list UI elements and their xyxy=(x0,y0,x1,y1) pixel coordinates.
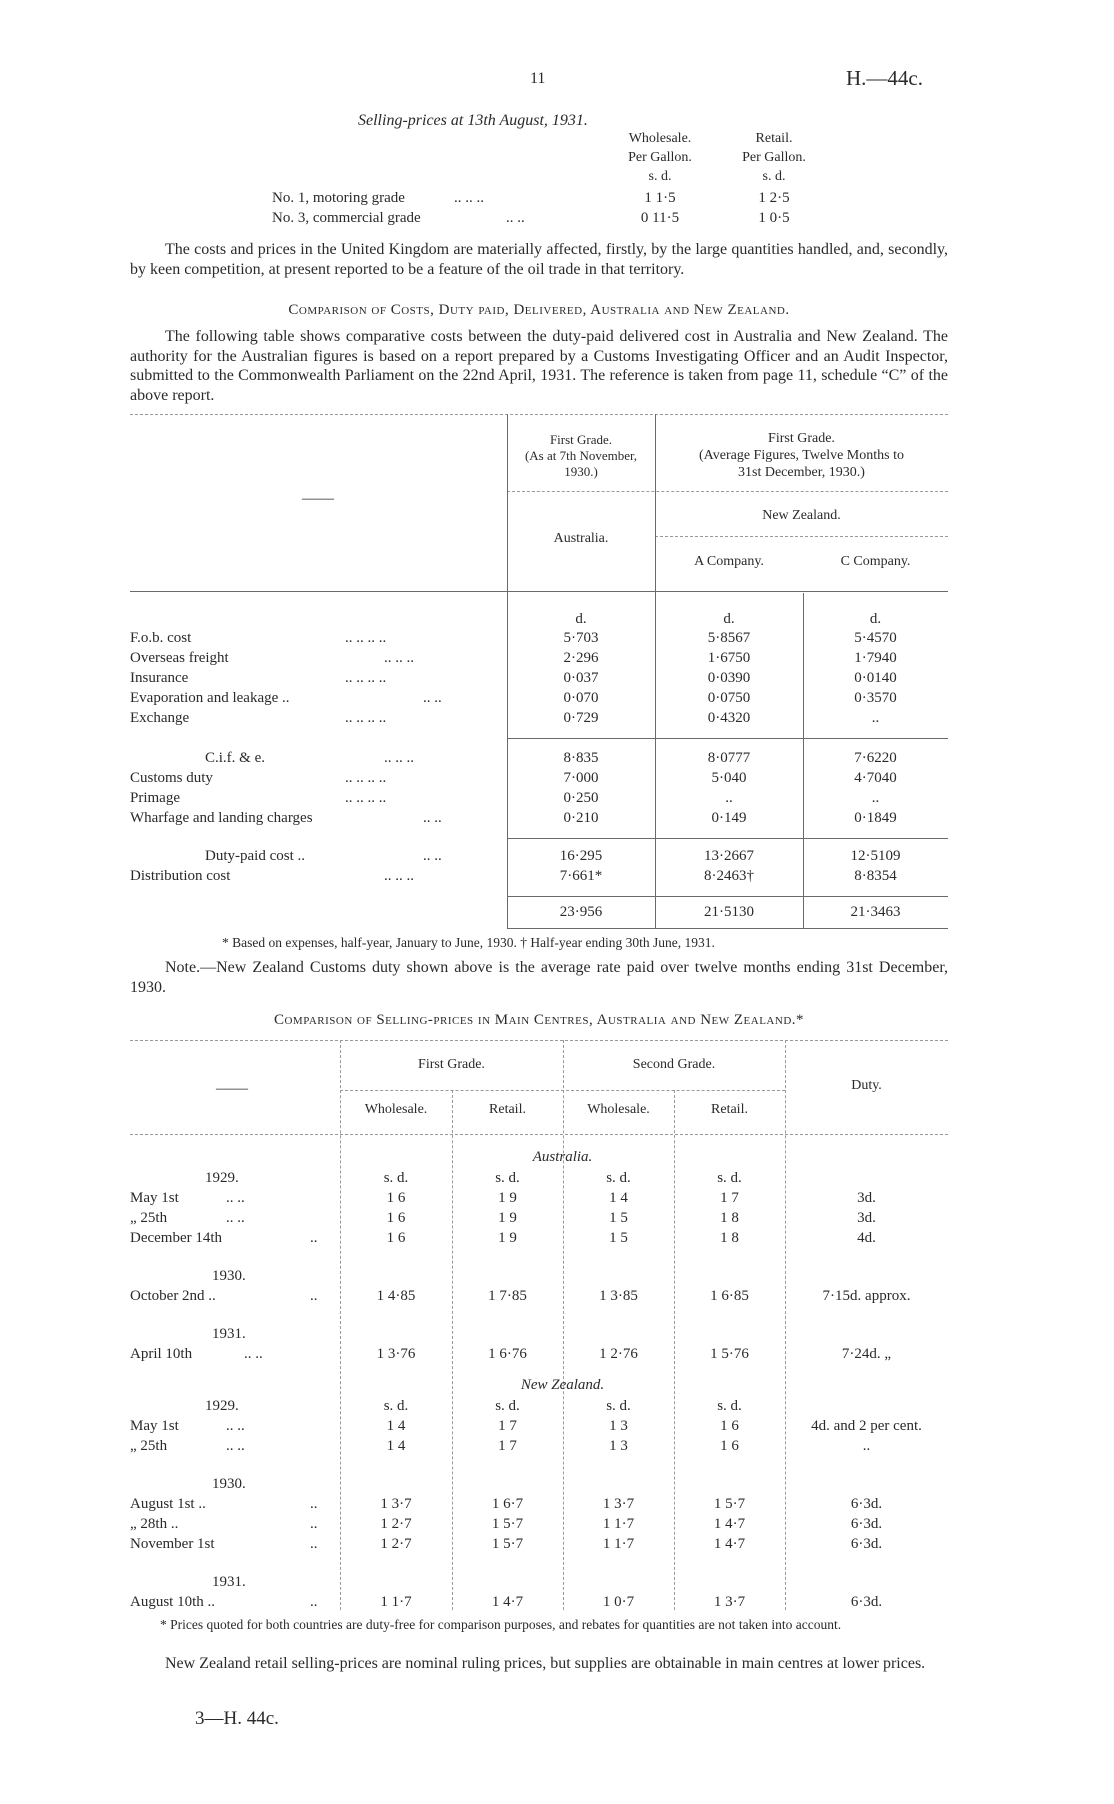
costs-intro-paragraph: The following table shows comparative costs between the duty-paid delivered cost in Australia and New Zealand. The authority for the Australian figures is based on a report prepared by a Customs Investigating Officer and an Audit Inspector, submitted to the Commonwealth Parliament on the 22nd April, 1931. The reference is taken from page 11, schedule “C” of the above report. xyxy=(130,328,948,404)
c-company-value: 12·5109 xyxy=(850,848,901,864)
uk-costs-paragraph: The costs and prices in the United Kingdom are materially affected, firstly, by the large quantities handled, and, secondly, by keen competition, at present reported to be a feature of the oil trade in that territory. xyxy=(130,241,948,278)
first-retail: 1 7·85 xyxy=(488,1288,527,1304)
a-company-total: 21·5130 xyxy=(704,904,754,920)
first-retail: 1 4·7 xyxy=(491,1594,524,1610)
a-company-value: 13·2667 xyxy=(704,848,754,864)
grade-label: No. 1, motoring grade xyxy=(272,190,405,206)
header-australia-grade: First Grade. xyxy=(549,432,613,447)
second-wholesale: 1 3 xyxy=(609,1438,628,1454)
row-label: Evaporation and leakage .. xyxy=(130,690,290,706)
sd-label: s. d. xyxy=(383,1398,409,1414)
leader-dots: .. .. xyxy=(506,210,525,226)
date-label: May 1st xyxy=(130,1190,179,1206)
leader-dots: .. .. .. .. xyxy=(345,630,387,646)
leader-dots: .. .. xyxy=(226,1438,245,1454)
rule xyxy=(507,896,948,897)
leader-dots: .. xyxy=(310,1288,318,1304)
first-retail: 1 9 xyxy=(498,1190,517,1206)
sd-label: s. d. xyxy=(648,169,672,184)
date-label: May 1st xyxy=(130,1418,179,1434)
australia-value: 5·703 xyxy=(563,630,599,646)
leader-dots: .. .. xyxy=(226,1190,245,1206)
header-new-zealand: New Zealand. xyxy=(762,508,841,523)
closing-paragraph: New Zealand retail selling-prices are nominal ruling prices, but supplies are obtainable in main centres at lower prices. xyxy=(165,1655,926,1672)
row-label: Duty-paid cost .. xyxy=(205,848,305,864)
document-reference: H.—44c. xyxy=(846,66,923,90)
a-company-value: 8·0777 xyxy=(707,750,751,766)
duty-value: 4d. and 2 per cent. xyxy=(811,1418,922,1434)
first-retail: 1 5·7 xyxy=(491,1516,524,1532)
first-retail: 1 6·7 xyxy=(491,1496,524,1512)
a-company-value: 5·040 xyxy=(711,770,747,786)
first-wholesale: 1 6 xyxy=(386,1190,406,1206)
second-wholesale: 1 3·85 xyxy=(599,1288,638,1304)
date-label: December 14th xyxy=(130,1230,223,1246)
wholesale-price: 0 11·5 xyxy=(640,210,680,226)
duty-value: 7·15d. approx. xyxy=(822,1288,911,1304)
sd-label: s. d. xyxy=(495,1170,520,1186)
australia-value: 0·070 xyxy=(563,690,599,706)
costs-note: Note.—New Zealand Customs duty shown above is the average rate paid over twelve months ending 31st December, 1930. xyxy=(130,959,948,996)
page-number: 11 xyxy=(530,70,546,87)
leader-dots: .. xyxy=(310,1230,318,1246)
per-gallon-label: Per Gallon. xyxy=(628,150,692,165)
year-label: 1931. xyxy=(212,1326,246,1342)
leader-dots: .. xyxy=(310,1496,318,1512)
first-wholesale: 1 1·7 xyxy=(380,1594,412,1610)
rule xyxy=(507,491,948,492)
c-company-value: .. xyxy=(871,710,880,726)
header-a-company: A Company. xyxy=(694,554,764,569)
first-wholesale: 1 2·7 xyxy=(380,1536,412,1552)
header-duty: Duty. xyxy=(851,1078,882,1093)
per-gallon-label: Per Gallon. xyxy=(742,150,806,165)
second-retail: 1 3·7 xyxy=(713,1594,746,1610)
row-label: Distribution cost xyxy=(130,868,231,884)
first-retail: 1 9 xyxy=(498,1210,517,1226)
first-wholesale: 1 2·7 xyxy=(380,1516,412,1532)
first-retail: 1 7 xyxy=(498,1438,517,1454)
leader-dots: .. .. xyxy=(226,1418,245,1434)
retail-price: 1 2·5 xyxy=(758,190,790,206)
a-company-value: 0·149 xyxy=(711,810,747,826)
duty-value: 3d. xyxy=(857,1210,876,1226)
leader-dots: .. .. xyxy=(423,690,442,706)
a-company-value: 5·8567 xyxy=(707,630,751,646)
header-c-company: C Company. xyxy=(840,554,911,569)
second-retail: 1 6 xyxy=(720,1438,739,1454)
table-top-rule xyxy=(130,1040,948,1041)
header-nz-grade: First Grade. xyxy=(768,431,835,446)
c-company-total: 21·3463 xyxy=(850,904,901,920)
leader-dots: .. .. xyxy=(244,1346,263,1362)
second-wholesale: 1 3 xyxy=(609,1418,628,1434)
leader-dots: .. .. .. xyxy=(384,650,414,666)
second-retail: 1 6·85 xyxy=(710,1288,749,1304)
date-label: August 10th .. xyxy=(130,1594,216,1610)
first-retail: 1 7 xyxy=(498,1418,517,1434)
first-wholesale: 1 4·85 xyxy=(376,1288,416,1304)
rule xyxy=(655,536,948,537)
stub-dash: —— xyxy=(302,490,334,507)
unit-label: d. xyxy=(869,611,882,627)
rule xyxy=(130,1134,948,1135)
wholesale-price: 1 1·5 xyxy=(644,190,676,206)
footer-signature: 3—H. 44c. xyxy=(195,1708,279,1729)
c-company-value: 8·8354 xyxy=(854,868,897,884)
second-retail: 1 8 xyxy=(720,1210,739,1226)
header-retail: Retail. xyxy=(711,1102,748,1117)
stub-dash: —— xyxy=(216,1080,248,1097)
year-label: 1929. xyxy=(205,1398,239,1414)
c-company-value: 1·7940 xyxy=(854,650,897,666)
section-australia: Australia. xyxy=(532,1149,593,1165)
leader-dots: .. .. .. .. xyxy=(345,770,387,786)
australia-value: 7·000 xyxy=(563,770,599,786)
australia-value: 0·729 xyxy=(563,710,599,726)
unit-label: d. xyxy=(723,611,735,627)
duty-value: .. xyxy=(862,1438,871,1454)
header-australia: Australia. xyxy=(553,531,609,546)
australia-value: 2·296 xyxy=(563,650,599,666)
leader-dots: .. xyxy=(310,1516,318,1532)
c-company-value: 4·7040 xyxy=(854,770,897,786)
second-wholesale: 1 1·7 xyxy=(602,1516,635,1532)
row-label: F.o.b. cost xyxy=(130,630,192,646)
sd-label: s. d. xyxy=(717,1398,742,1414)
year-label: 1931. xyxy=(212,1574,246,1590)
second-wholesale: 1 5 xyxy=(609,1210,628,1226)
leader-dots: .. .. .. xyxy=(384,750,414,766)
rule xyxy=(507,738,948,739)
a-company-value: 0·0750 xyxy=(707,690,751,706)
duty-value: 6·3d. xyxy=(850,1496,883,1512)
second-wholesale: 1 3·7 xyxy=(602,1496,635,1512)
leader-dots: .. .. .. .. xyxy=(345,710,387,726)
a-company-value: 8·2463† xyxy=(704,868,754,884)
grade-label: No. 3, commercial grade xyxy=(272,210,421,226)
header-retail: Retail. xyxy=(489,1102,526,1117)
sd-label: s. d. xyxy=(383,1170,409,1186)
first-wholesale: 1 3·7 xyxy=(380,1496,412,1512)
sd-label: s. d. xyxy=(606,1398,631,1414)
first-wholesale: 1 4 xyxy=(386,1418,406,1434)
wholesale-label: Wholesale. xyxy=(628,131,692,146)
second-retail: 1 4·7 xyxy=(713,1536,746,1552)
sd-label: s. d. xyxy=(606,1170,631,1186)
c-company-value: 7·6220 xyxy=(854,750,897,766)
date-label: „ 28th .. xyxy=(130,1516,179,1532)
second-wholesale: 1 0·7 xyxy=(602,1594,635,1610)
australia-value: 8·835 xyxy=(563,750,599,766)
header-second-grade: Second Grade. xyxy=(632,1057,716,1072)
second-wholesale: 1 5 xyxy=(609,1230,628,1246)
a-company-value: .. xyxy=(725,790,733,806)
row-label: Wharfage and landing charges xyxy=(130,810,313,826)
table-top-rule xyxy=(130,414,948,415)
leader-dots: .. .. .. .. xyxy=(345,670,387,686)
row-label: Customs duty xyxy=(130,770,213,786)
sd-label: s. d. xyxy=(495,1398,520,1414)
duty-value: 6·3d. xyxy=(850,1536,883,1552)
australia-value: 0·250 xyxy=(563,790,599,806)
unit-label: d. xyxy=(575,611,587,627)
duty-value: 3d. xyxy=(857,1190,876,1206)
section-new-zealand: New Zealand. xyxy=(520,1377,605,1393)
c-company-value: 0·1849 xyxy=(854,810,897,826)
leader-dots: .. .. xyxy=(423,810,442,826)
a-company-value: 1·6750 xyxy=(707,650,751,666)
header-australia-date: (As at 7th November, xyxy=(524,448,638,463)
retail-label: Retail. xyxy=(755,131,793,146)
second-retail: 1 7 xyxy=(720,1190,739,1206)
second-retail: 1 8 xyxy=(720,1230,739,1246)
a-company-value: 0·0390 xyxy=(707,670,751,686)
c-company-value: .. xyxy=(871,790,880,806)
a-company-value: 0·4320 xyxy=(707,710,751,726)
australia-value: 16·295 xyxy=(559,848,603,864)
c-company-value: 0·0140 xyxy=(854,670,897,686)
australia-value: 0·037 xyxy=(563,670,599,686)
second-retail: 1 4·7 xyxy=(713,1516,746,1532)
year-label: 1930. xyxy=(212,1476,246,1492)
c-company-value: 0·3570 xyxy=(854,690,897,706)
leader-dots: .. xyxy=(310,1536,318,1552)
leader-dots: .. .. .. .. xyxy=(345,790,387,806)
selling-prices-title: Selling-prices at 13th August, 1931. xyxy=(358,112,588,129)
header-nz-period: (Average Figures, Twelve Months to xyxy=(699,448,904,463)
date-label: August 1st .. xyxy=(130,1496,206,1512)
date-label: November 1st xyxy=(130,1536,215,1552)
first-retail: 1 6·76 xyxy=(488,1346,527,1362)
australia-value: 0·210 xyxy=(563,810,599,826)
row-label: Overseas freight xyxy=(130,650,229,666)
date-label: April 10th xyxy=(130,1346,193,1362)
duty-value: 6·3d. xyxy=(850,1516,883,1532)
first-retail: 1 5·7 xyxy=(491,1536,524,1552)
year-label: 1930. xyxy=(212,1268,246,1284)
costs-footnote: * Based on expenses, half-year, January to June, 1930. † Half-year ending 30th June, 1931. xyxy=(222,935,715,950)
date-label: „ 25th xyxy=(130,1438,168,1454)
second-wholesale: 1 4 xyxy=(609,1190,628,1206)
leader-dots: .. .. xyxy=(423,848,442,864)
first-wholesale: 1 4 xyxy=(386,1438,406,1454)
year-label: 1929. xyxy=(205,1170,239,1186)
selling-comparison-heading: Comparison of Selling-prices in Main Centres, Australia and New Zealand.* xyxy=(273,1012,805,1028)
leader-dots: .. .. .. xyxy=(384,868,414,884)
row-label: Primage xyxy=(130,790,180,806)
c-company-value: 5·4570 xyxy=(854,630,897,646)
header-first-grade: First Grade. xyxy=(418,1057,485,1072)
selling-footnote: * Prices quoted for both countries are duty-free for comparison purposes, and rebates for quantities are not taken into account. xyxy=(160,1617,842,1632)
duty-value: 6·3d. xyxy=(850,1594,883,1610)
header-wholesale: Wholesale. xyxy=(587,1102,650,1117)
leader-dots: .. xyxy=(310,1594,318,1610)
row-label: Exchange xyxy=(130,710,190,726)
date-label: „ 25th xyxy=(130,1210,168,1226)
rule xyxy=(507,928,948,929)
costs-heading: Comparison of Costs, Duty paid, Delivered, Australia and New Zealand. xyxy=(288,302,790,318)
first-wholesale: 1 3·76 xyxy=(376,1346,416,1362)
first-retail: 1 9 xyxy=(498,1230,517,1246)
rule xyxy=(130,591,948,592)
rule xyxy=(507,838,948,839)
row-label: Insurance xyxy=(130,670,189,686)
first-wholesale: 1 6 xyxy=(386,1210,406,1226)
second-retail: 1 5·76 xyxy=(710,1346,749,1362)
sd-label: s. d. xyxy=(717,1170,742,1186)
duty-value: 4d. xyxy=(857,1230,876,1246)
row-label: C.i.f. & e. xyxy=(205,750,265,766)
header-wholesale: Wholesale. xyxy=(364,1102,428,1117)
leader-dots: .. .. .. xyxy=(454,190,484,206)
second-retail: 1 6 xyxy=(720,1418,739,1434)
leader-dots: .. .. xyxy=(226,1210,245,1226)
sd-label: s. d. xyxy=(762,169,786,184)
header-nz-period: 31st December, 1930.) xyxy=(738,465,865,480)
first-wholesale: 1 6 xyxy=(386,1230,406,1246)
australia-value: 7·661* xyxy=(559,868,603,884)
date-label: October 2nd .. xyxy=(130,1288,216,1304)
header-australia-date: 1930.) xyxy=(564,464,598,479)
second-wholesale: 1 1·7 xyxy=(602,1536,635,1552)
duty-value: 7·24d. „ xyxy=(841,1346,892,1362)
second-wholesale: 1 2·76 xyxy=(599,1346,638,1362)
second-retail: 1 5·7 xyxy=(713,1496,746,1512)
retail-price: 1 0·5 xyxy=(758,210,790,226)
australia-total: 23·956 xyxy=(559,904,603,920)
